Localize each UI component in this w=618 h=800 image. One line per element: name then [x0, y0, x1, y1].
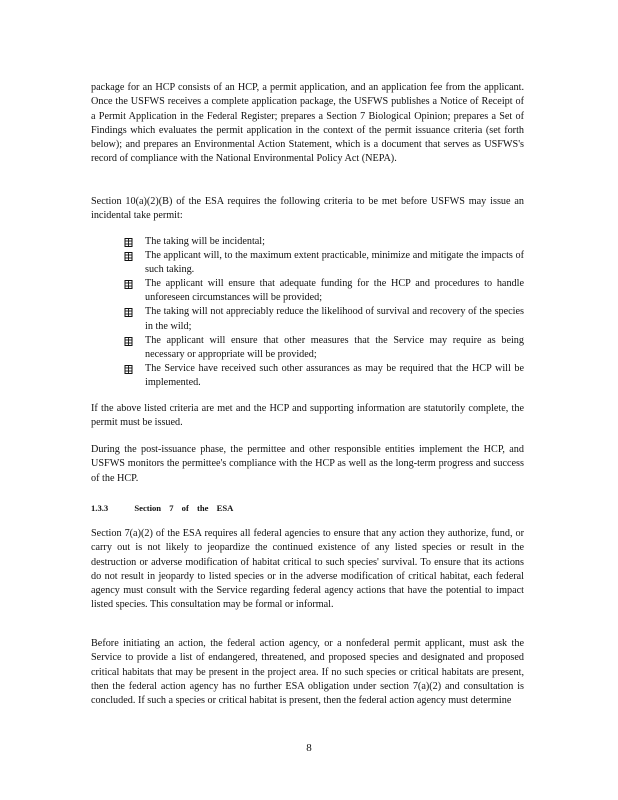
bullet-icon [124, 308, 133, 317]
list-item [124, 362, 524, 390]
criterion-text: The taking will be incidental; [145, 236, 265, 247]
hcp-package-paragraph: package for an HCP consists of an HCP, a permit application, and an application fee from the applicant. Once the USFWS receives a complete application package, the USFWS publishes a Notice of Receipt of a Permit Application in the Federal Register; prepares a Section 7 Biological Opinion; prepares a Set of Findings which evaluates the permit application in the context of the permit issuance criteria (set forth below); and prepares an Environmental Action Statement, which is a document that serves as USFWS's record of compliance with the National Environmental Policy Act (NEPA). [91, 82, 524, 165]
bullet-icon [124, 238, 133, 247]
criterion-text: The taking will not appreciably reduce the likelihood of survival and recovery of the species in the wild; [145, 306, 524, 332]
criterion-text: The Service have received such other assurances as may be required that the HCP will be implemented. [145, 362, 524, 388]
bullet-icon [124, 365, 133, 374]
list-item [124, 277, 524, 305]
section-title: Section 7 of the ESA [134, 503, 234, 513]
criterion-text: The applicant will ensure that other measures that the Service may require as being necessary or appropriate will be provided; [145, 334, 524, 360]
post-issuance-paragraph: During the post-issuance phase, the permittee and other responsible entities implement the HCP, and USFWS monitors the permittee's compliance with the HCP as well as the long-term progress and success of the HCP. [91, 444, 524, 484]
section-7-paragraph: Section 7(a)(2) of the ESA requires all federal agencies to ensure that any action they authorize, fund, or carry out is not likely to jeopardize the continued existence of any listed species or result in the destruction or adverse modification of habitat critical to such species' survival. To ensure that its actions do not result in jeopardy to listed species or in the adverse modification of critical habitat, each federal agency must consult with the Service regarding federal agency actions that have the potential to impact listed species. This consultation may be formal or informal. [91, 528, 524, 611]
section-number: 1.3.3 [91, 503, 109, 513]
bullet-icon [124, 280, 133, 289]
consultation-paragraph: Before initiating an action, the federal action agency, or a nonfederal permit applicant, must ask the Service to provide a list of endangered, threatened, and proposed species and designated and proposed critical habitats that may be present in the project area. If no such species or critical habitats are present, then the federal action agency has no further ESA obligation under section 7(a)(2) and consultation is concluded. If such a species or critical habitat is present, then the federal action agency must determine [91, 638, 524, 707]
page-number: 8 [306, 742, 312, 754]
criterion-text: The applicant will, to the maximum extent practicable, minimize and mitigate the impacts of such taking. [145, 250, 524, 276]
list-item [124, 305, 524, 333]
list-item [124, 249, 524, 277]
bullet-icon [124, 337, 133, 346]
bullet-icon [124, 252, 133, 261]
section-heading [91, 503, 233, 513]
criteria-list [124, 235, 524, 390]
list-item [124, 334, 524, 362]
criterion-text: The applicant will ensure that adequate funding for the HCP and procedures to handle unforeseen circumstances will be provided; [145, 278, 524, 304]
criteria-intro-paragraph: Section 10(a)(2)(B) of the ESA requires the following criteria to be met before USFWS may issue an incidental take permit: [91, 196, 524, 222]
criteria-met-paragraph: If the above listed criteria are met and the HCP and supporting information are statutorily complete, the permit must be issued. [91, 403, 524, 429]
list-item [124, 235, 524, 249]
